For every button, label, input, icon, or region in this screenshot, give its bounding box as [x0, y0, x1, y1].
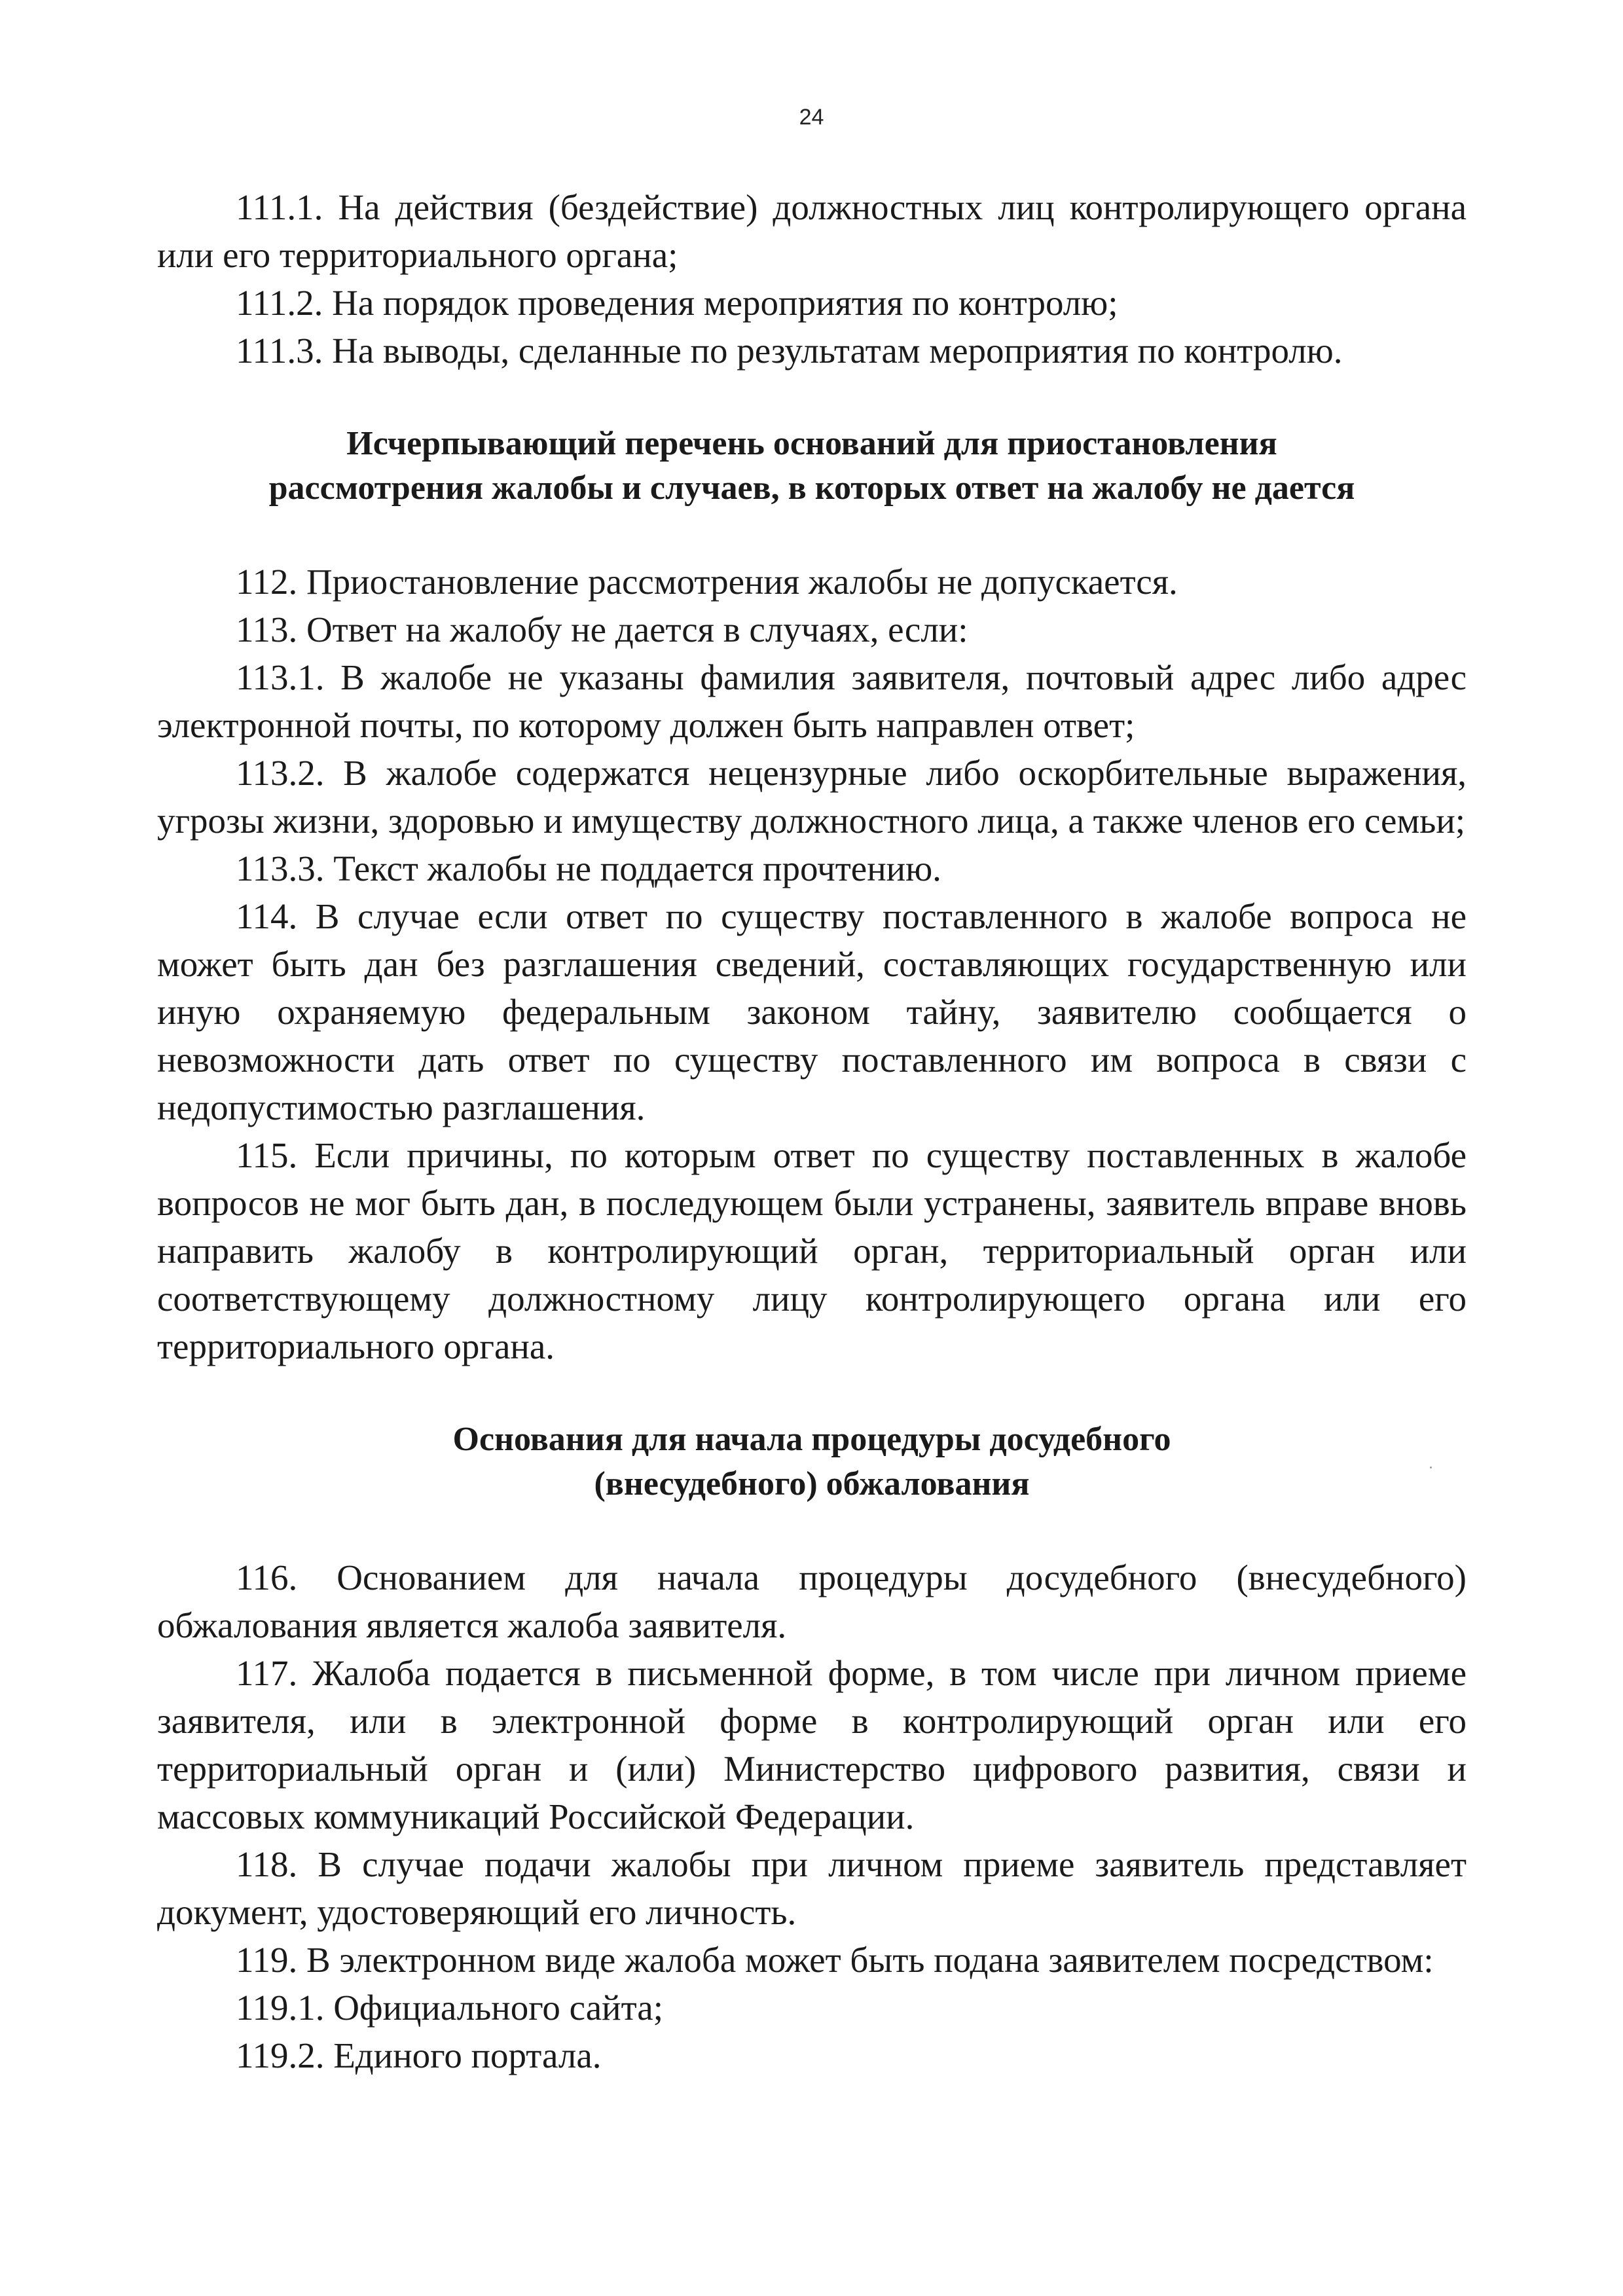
clause-113-1: 113.1. В жалобе не указаны фамилия заявителя, почтовый адрес либо адрес электронной почты, по которому должен быть направлен ответ;	[157, 657, 1467, 745]
scan-speck	[1430, 1467, 1432, 1468]
clause-119-1: 119.1. Официального сайта;	[236, 1988, 663, 2028]
clause-119-2: 119.2. Единого портала.	[236, 2035, 602, 2075]
clause-119: 119. В электронном виде жалоба может быть подана заявителем посредством:	[236, 1940, 1434, 1980]
clause-114: 114. В случае если ответ по существу поставленного в жалобе вопроса не может быть дан без разглашения сведений, составляющих государственную или иную охраняемую федеральным законом тайну, заявителю сообщается о невозможности дать ответ по существу поставленного им вопроса в связи с недопустимостью разглашения.	[157, 896, 1467, 1127]
section-heading-suspension	[157, 422, 1467, 511]
heading-line-1: Основания для начала процедуры досудебного	[452, 1421, 1171, 1458]
heading-line-2: рассмотрения жалобы и случаев, в которых ответ на жалобу не дается	[268, 469, 1355, 507]
document-body	[157, 183, 1467, 2079]
clause-113-2: 113.2. В жалобе содержатся нецензурные либо оскорбительные выражения, угрозы жизни, здоровью и имуществу должностного лица, а также членов его семьи;	[157, 753, 1467, 841]
clause-111-1: 111.1. На действия (бездействие) должностных лиц контролирующего органа или его территориального органа;	[157, 187, 1467, 275]
clause-113: 113. Ответ на жалобу не дается в случаях, если:	[236, 610, 968, 649]
clause-111-3: 111.3. На выводы, сделанные по результатам мероприятия по контролю.	[236, 331, 1343, 371]
clause-111-2: 111.2. На порядок проведения мероприятия по контролю;	[236, 283, 1118, 323]
heading-line-1: Исчерпывающий перечень оснований для приостановления	[346, 425, 1277, 462]
spacer	[157, 511, 1467, 558]
clause-116: 116. Основанием для начала процедуры досудебного (внесудебного) обжалования является жалоба заявителя.	[157, 1558, 1467, 1645]
clause-117: 117. Жалоба подается в письменной форме, в том числе при личном приеме заявителя, или в электронной форме в контролирующий орган или его территориальный орган и (или) Министерство цифрового развития, связи и массовых коммуникаций Российской Федерации.	[157, 1653, 1467, 1836]
page-number: 24	[799, 105, 824, 130]
section-heading-appeal-grounds	[157, 1417, 1467, 1506]
clause-112: 112. Приостановление рассмотрения жалобы не допускается.	[236, 562, 1178, 602]
clause-118: 118. В случае подачи жалобы при личном приеме заявитель представляет документ, удостоверяющий его личность.	[157, 1844, 1467, 1932]
spacer	[157, 1506, 1467, 1554]
clause-113-3: 113.3. Текст жалобы не поддается прочтению.	[236, 848, 941, 888]
clause-115: 115. Если причины, по которым ответ по существу поставленных в жалобе вопросов не мог быть дан, в последующем были устранены, заявитель вправе вновь направить жалобу в контролирующий орган, территориальный орган или соответствующему должностному лицу контролирующего органа или его территориального органа.	[157, 1135, 1467, 1366]
spacer	[157, 1370, 1467, 1417]
spacer	[157, 374, 1467, 422]
heading-line-2: (внесудебного) обжалования	[594, 1465, 1030, 1503]
